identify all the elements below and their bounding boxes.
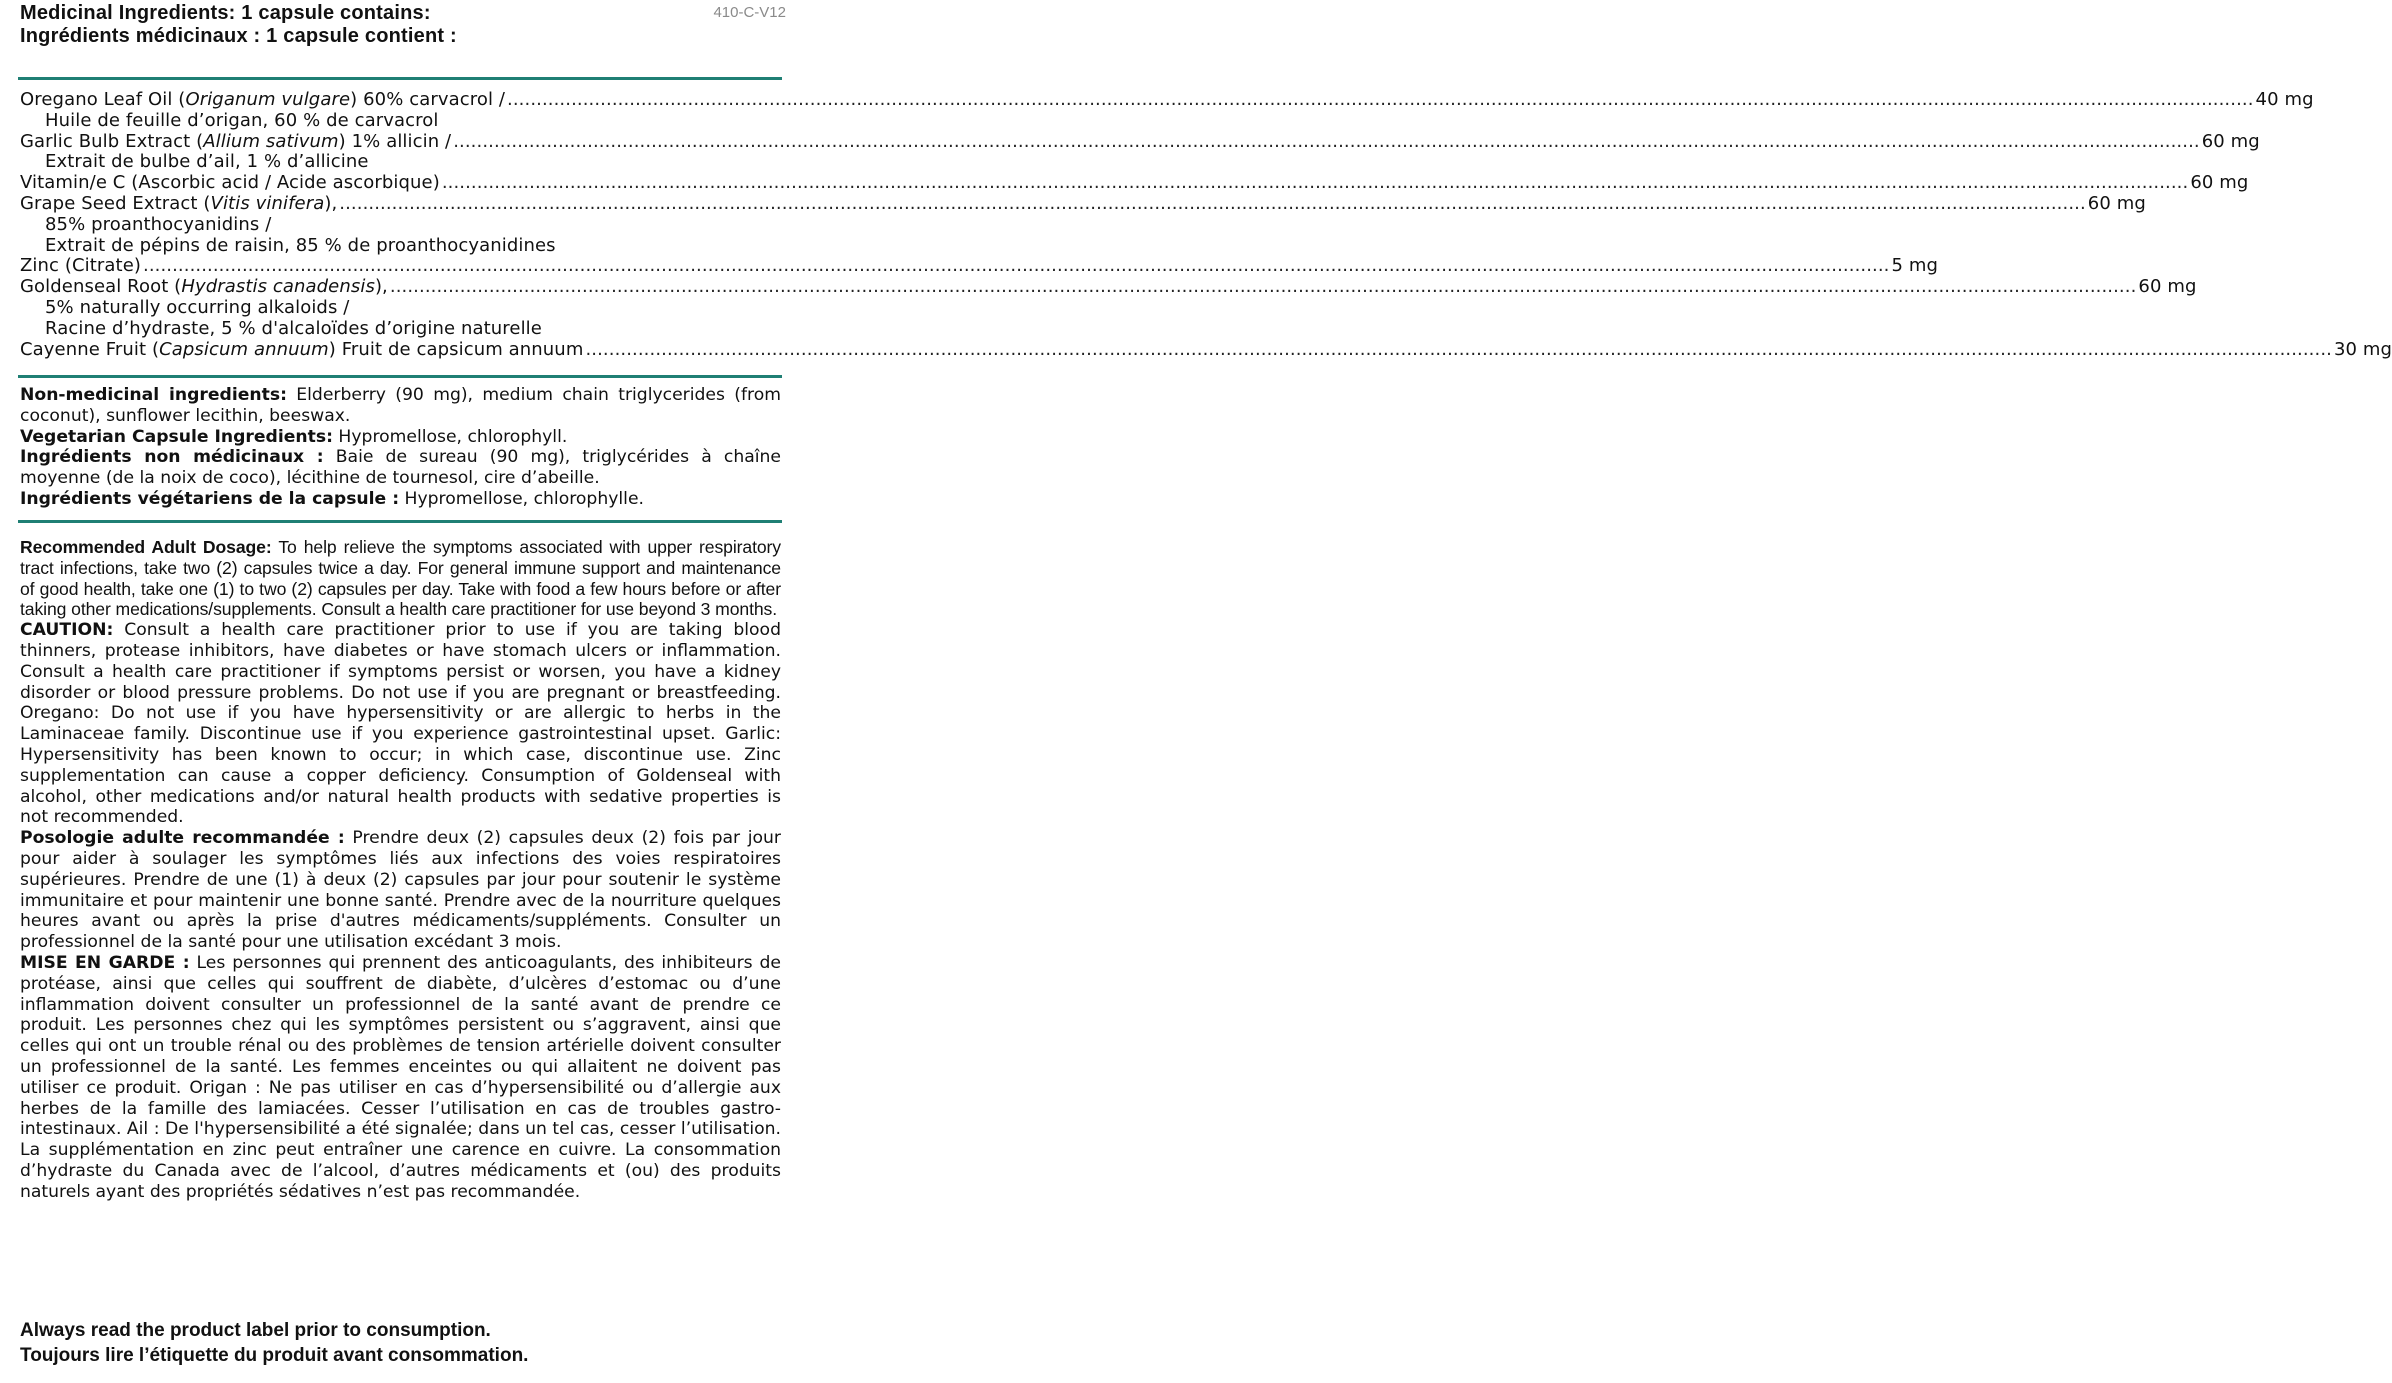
dot-leader: ............................................................................................................................................................................................................................................................................................................ <box>441 172 2189 194</box>
divider-1 <box>18 375 782 378</box>
latin-name: Origanum vulgare <box>185 89 351 110</box>
veg-en-label: Vegetarian Capsule Ingredients: <box>20 426 333 447</box>
footer-en: Always read the product label prior to consumption. <box>20 1320 491 1341</box>
ingredient-amount: 60 mg <box>2190 172 2249 194</box>
mise-en-garde-text: Les personnes qui prennent des anticoagulants, des inhibiteurs de protéase, ainsi que celles qui souffrent de diabète, d’ulcères d’estomac ou d’une inflammation doivent consulter un professionnel de la santé avant de prendre ce produit. Les personnes chez qui les symptômes persistent ou s’aggravent, ainsi que celles qui ont un trouble rénal ou des problèmes de tension artérielle doivent consulter un professionnel de la santé. Les femmes enceintes ou qui allaitent ne doivent pas utiliser ce produit. Origan : Ne pas utiliser en cas d’hypersensibilité ou d’allergie aux herbes de la famille des lamiacées. Cesser l’utilisation en cas de troubles gastro-intestinaux. Ail : De l'hypersensibilité a été signalée; dans un tel cas, cesser l’utilisation. La supplémentation en zinc peut entraîner une carence en cuivre. La consommation d’hydraste du Canada avec de l’alcool, d’autres médicaments et (ou) des produits naturels ayant des propriétés sédatives n’est pas recommandée. <box>20 952 781 1202</box>
dosage-section <box>20 537 781 1203</box>
caution-text: Consult a health care practitioner prior to use if you are taking blood thinners, protease inhibitors, have diabetes or have stomach ulcers or inflammation. Consult a health care practitioner if symptoms persist or worsen, you have a kidney disorder or blood pressure problems. Do not use if you are pregnant or breastfeeding. Oregano: Do not use if you have hypersensitivity or are allergic to herbs in the Laminaceae family. Discontinue use if you experience gastrointestinal upset. Garlic: Hypersensitivity has been known to occur; in which case, discontinue use. Zinc supplementation can cause a copper deficiency. Consumption of Goldenseal with alcohol, other medications and/or natural health products with sedative properties is not recommended. <box>20 620 781 828</box>
ingredient-row <box>20 130 2260 153</box>
non-med-en-label: Non-medicinal ingredients: <box>20 385 287 405</box>
dot-leader: ............................................................................................................................................................................................................................................................................................................ <box>453 130 2200 152</box>
ingredient-subline: Extrait de bulbe d’ail, 1 % d’allicine <box>45 151 369 173</box>
dot-leader: ............................................................................................................................................................................................................................................................................................................ <box>339 192 2086 214</box>
ingredient-name: Goldenseal Root (Hydrastis canadensis), <box>20 276 388 298</box>
dot-leader: ............................................................................................................................................................................................................................................................................................................ <box>389 276 2137 298</box>
ingredient-name: Grape Seed Extract (Vitis vinifera), <box>20 192 338 214</box>
ingredient-subline: Extrait de pépins de raisin, 85 % de proanthocyanidines <box>45 234 556 256</box>
ingredient-subline: Huile de feuille d’origan, 60 % de carvacrol <box>45 109 439 131</box>
non-med-fr-label: Ingrédients non médicinaux : <box>20 447 324 468</box>
non-med-fr-text: Baie de sureau (90 mg), triglycérides à chaîne moyenne (de la noix de coco), lécithine de tournesol, cire d’abeille. <box>20 447 781 489</box>
ingredient-name: Vitamin/e C (Ascorbic acid / Acide ascorbique) <box>20 172 440 194</box>
veg-fr-label: Ingrédients végétariens de la capsule : <box>20 488 400 509</box>
dosage-fr-label: Posologie adulte recommandée : <box>20 828 345 849</box>
veg-fr-text: Hypromellose, chlorophylle. <box>399 488 644 509</box>
dot-leader: ............................................................................................................................................................................................................................................................................................................ <box>585 338 2332 360</box>
divider-2 <box>18 520 782 523</box>
ingredient-row <box>20 172 2249 194</box>
header-en: Medicinal Ingredients: 1 capsule contains: <box>20 2 431 24</box>
latin-name: Hydrastis canadensis <box>181 276 375 298</box>
header-fr: Ingrédients médicinaux : 1 capsule contient : <box>20 25 457 47</box>
ingredient-row <box>20 255 1939 277</box>
ingredient-subline: 5% naturally occurring alkaloids / <box>45 296 350 318</box>
footer-fr: Toujours lire l’étiquette du produit avant consommation. <box>20 1345 529 1366</box>
ingredient-name: Zinc (Citrate) <box>20 255 141 277</box>
dot-leader: ............................................................................................................................................................................................................................................................................................................ <box>507 89 2254 110</box>
ingredient-subline: Racine d’hydraste, 5 % d'alcaloïdes d’origine naturelle <box>45 317 542 339</box>
ingredient-subline: 85% proanthocyanidins / <box>45 213 272 235</box>
ingredient-list <box>20 89 2392 360</box>
ingredient-row <box>20 89 2314 111</box>
ingredient-row <box>20 276 2197 298</box>
ingredient-row <box>20 192 2146 215</box>
label-code: 410-C-V12 <box>713 4 786 21</box>
dosage-en-text: To help relieve the symptoms associated with upper respiratory tract infections, take two (2) capsules twice a day. For general immune support and maintenance of good health, take one (1) to two (2) capsules per day. Take with food a few hours before or after taking other medications/supplements. Consult a health care practitioner for use beyond 3 months. <box>20 537 782 620</box>
medicinal-header <box>20 2 720 48</box>
non-med-en-text: Elderberry (90 mg), medium chain triglycerides (from coconut), sunflower lecithin, beeswax. <box>20 385 781 426</box>
ingredient-name: Oregano Leaf Oil (Origanum vulgare) 60% carvacrol / <box>20 89 506 110</box>
mise-en-garde-label: MISE EN GARDE : <box>20 952 190 973</box>
footer-note <box>20 1318 528 1368</box>
ingredient-amount: 60 mg <box>2201 130 2260 152</box>
ingredient-amount: 30 mg <box>2333 338 2392 360</box>
ingredient-row <box>20 338 2392 361</box>
dot-leader: ............................................................................................................................................................................................................................................................................................................ <box>143 255 1890 277</box>
ingredient-name: Garlic Bulb Extract (Allium sativum) 1% allicin / <box>20 130 452 152</box>
dosage-fr-text: Prendre deux (2) capsules deux (2) fois par jour pour aider à soulager les symptômes liés aux infections des voies respiratoires supérieures. Prendre de une (1) à deux (2) capsules par jour pour soutenir le système immunitaire et pour maintenir une bonne santé. Prendre avec de la nourriture quelques heures avant ou après la prise d'autres médicaments/suppléments. Consulter un professionnel de la santé pour une utilisation excédant 3 mois. <box>20 828 782 953</box>
non-medicinal-section <box>20 385 781 510</box>
dosage-en-label: Recommended Adult Dosage: <box>20 537 272 557</box>
latin-name: Vitis vinifera <box>210 192 325 214</box>
ingredient-amount: 60 mg <box>2087 192 2146 214</box>
ingredient-amount: 40 mg <box>2255 89 2314 110</box>
latin-name: Allium sativum <box>203 130 339 152</box>
latin-name: Capsicum annuum <box>159 338 329 360</box>
divider-top <box>18 77 782 80</box>
ingredient-amount: 60 mg <box>2138 276 2197 298</box>
veg-en-text: Hypromellose, chlorophyll. <box>332 426 568 447</box>
ingredient-name: Cayenne Fruit (Capsicum annuum) Fruit de capsicum annuum <box>20 338 584 360</box>
caution-label: CAUTION: <box>20 620 114 641</box>
ingredient-amount: 5 mg <box>1891 255 1939 277</box>
